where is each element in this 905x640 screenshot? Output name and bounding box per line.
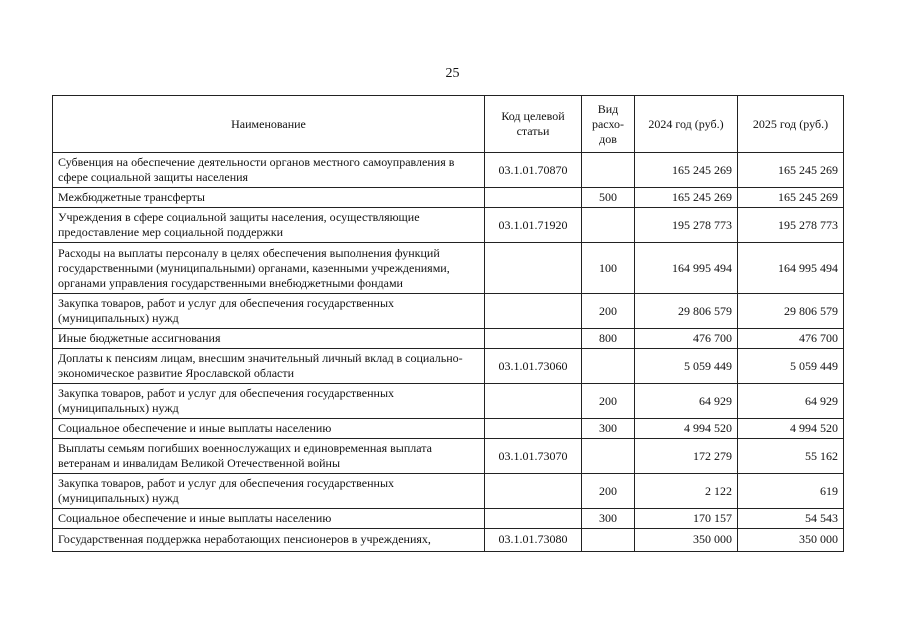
cell-kind	[582, 208, 635, 243]
cell-name: Закупка товаров, работ и услуг для обеспечения государственных (муниципальных) нужд	[53, 294, 485, 329]
table-row	[53, 349, 844, 384]
cell-code: 03.1.01.73060	[485, 349, 582, 384]
cell-kind	[582, 153, 635, 188]
header-name: Наименование	[53, 96, 485, 153]
cell-kind: 300	[582, 419, 635, 439]
cell-code	[485, 243, 582, 294]
cell-2024: 165 245 269	[635, 188, 738, 208]
cell-2024: 164 995 494	[635, 243, 738, 294]
budget-table	[52, 95, 844, 552]
table-row	[53, 529, 844, 552]
cell-2024: 195 278 773	[635, 208, 738, 243]
table-row	[53, 509, 844, 529]
cell-code	[485, 294, 582, 329]
cell-kind: 200	[582, 294, 635, 329]
cell-2024: 165 245 269	[635, 153, 738, 188]
cell-kind: 200	[582, 384, 635, 419]
cell-2024: 5 059 449	[635, 349, 738, 384]
cell-2025: 5 059 449	[738, 349, 844, 384]
cell-2024: 2 122	[635, 474, 738, 509]
table-row	[53, 208, 844, 243]
table-row	[53, 439, 844, 474]
table-row	[53, 384, 844, 419]
table-header-row	[53, 96, 844, 153]
cell-name: Расходы на выплаты персоналу в целях обеспечения выполнения функций государственными (муниципальными) органами, казенными учреждениями, органами управления государственными внебюджетными фондами	[53, 243, 485, 294]
cell-2025: 165 245 269	[738, 153, 844, 188]
cell-2025: 350 000	[738, 529, 844, 552]
cell-name: Закупка товаров, работ и услуг для обеспечения государственных (муниципальных) нужд	[53, 384, 485, 419]
cell-name: Межбюджетные трансферты	[53, 188, 485, 208]
cell-kind: 300	[582, 509, 635, 529]
cell-code	[485, 419, 582, 439]
cell-code	[485, 188, 582, 208]
cell-code	[485, 474, 582, 509]
cell-2024: 476 700	[635, 329, 738, 349]
header-kind: Вид расхо-дов	[582, 96, 635, 153]
cell-kind: 100	[582, 243, 635, 294]
cell-kind	[582, 529, 635, 552]
header-code: Код целевой статьи	[485, 96, 582, 153]
header-2024: 2024 год (руб.)	[635, 96, 738, 153]
cell-2025: 4 994 520	[738, 419, 844, 439]
cell-code	[485, 329, 582, 349]
cell-kind: 200	[582, 474, 635, 509]
cell-2024: 170 157	[635, 509, 738, 529]
cell-name: Субвенция на обеспечение деятельности органов местного самоуправления в сфере социальной защиты населения	[53, 153, 485, 188]
cell-code: 03.1.01.71920	[485, 208, 582, 243]
cell-2024: 350 000	[635, 529, 738, 552]
cell-code	[485, 384, 582, 419]
cell-kind: 800	[582, 329, 635, 349]
cell-2025: 164 995 494	[738, 243, 844, 294]
table-row	[53, 188, 844, 208]
cell-kind	[582, 349, 635, 384]
table-row	[53, 474, 844, 509]
cell-name: Закупка товаров, работ и услуг для обеспечения государственных (муниципальных) нужд	[53, 474, 485, 509]
cell-code	[485, 509, 582, 529]
table-row	[53, 419, 844, 439]
cell-2025: 29 806 579	[738, 294, 844, 329]
page-number: 25	[445, 66, 460, 81]
cell-name: Иные бюджетные ассигнования	[53, 329, 485, 349]
cell-2025: 619	[738, 474, 844, 509]
cell-2025: 55 162	[738, 439, 844, 474]
cell-code: 03.1.01.73080	[485, 529, 582, 552]
cell-name: Социальное обеспечение и иные выплаты населению	[53, 419, 485, 439]
cell-2025: 64 929	[738, 384, 844, 419]
cell-2024: 4 994 520	[635, 419, 738, 439]
header-2025: 2025 год (руб.)	[738, 96, 844, 153]
cell-2025: 165 245 269	[738, 188, 844, 208]
cell-name: Государственная поддержка неработающих пенсионеров в учреждениях,	[53, 529, 485, 552]
cell-2024: 172 279	[635, 439, 738, 474]
cell-kind: 500	[582, 188, 635, 208]
table-row	[53, 243, 844, 294]
cell-name: Доплаты к пенсиям лицам, внесшим значительный личный вклад в социально-экономическое развитие Ярославской области	[53, 349, 485, 384]
cell-code: 03.1.01.73070	[485, 439, 582, 474]
table-row	[53, 294, 844, 329]
cell-name: Социальное обеспечение и иные выплаты населению	[53, 509, 485, 529]
cell-2025: 195 278 773	[738, 208, 844, 243]
cell-2025: 476 700	[738, 329, 844, 349]
table-row	[53, 153, 844, 188]
cell-kind	[582, 439, 635, 474]
cell-name: Учреждения в сфере социальной защиты населения, осуществляющие предоставление мер социальной поддержки	[53, 208, 485, 243]
cell-name: Выплаты семьям погибших военнослужащих и единовременная выплата ветеранам и инвалидам Великой Отечественной войны	[53, 439, 485, 474]
cell-2025: 54 543	[738, 509, 844, 529]
cell-code: 03.1.01.70870	[485, 153, 582, 188]
cell-2024: 64 929	[635, 384, 738, 419]
cell-2024: 29 806 579	[635, 294, 738, 329]
table-row	[53, 329, 844, 349]
